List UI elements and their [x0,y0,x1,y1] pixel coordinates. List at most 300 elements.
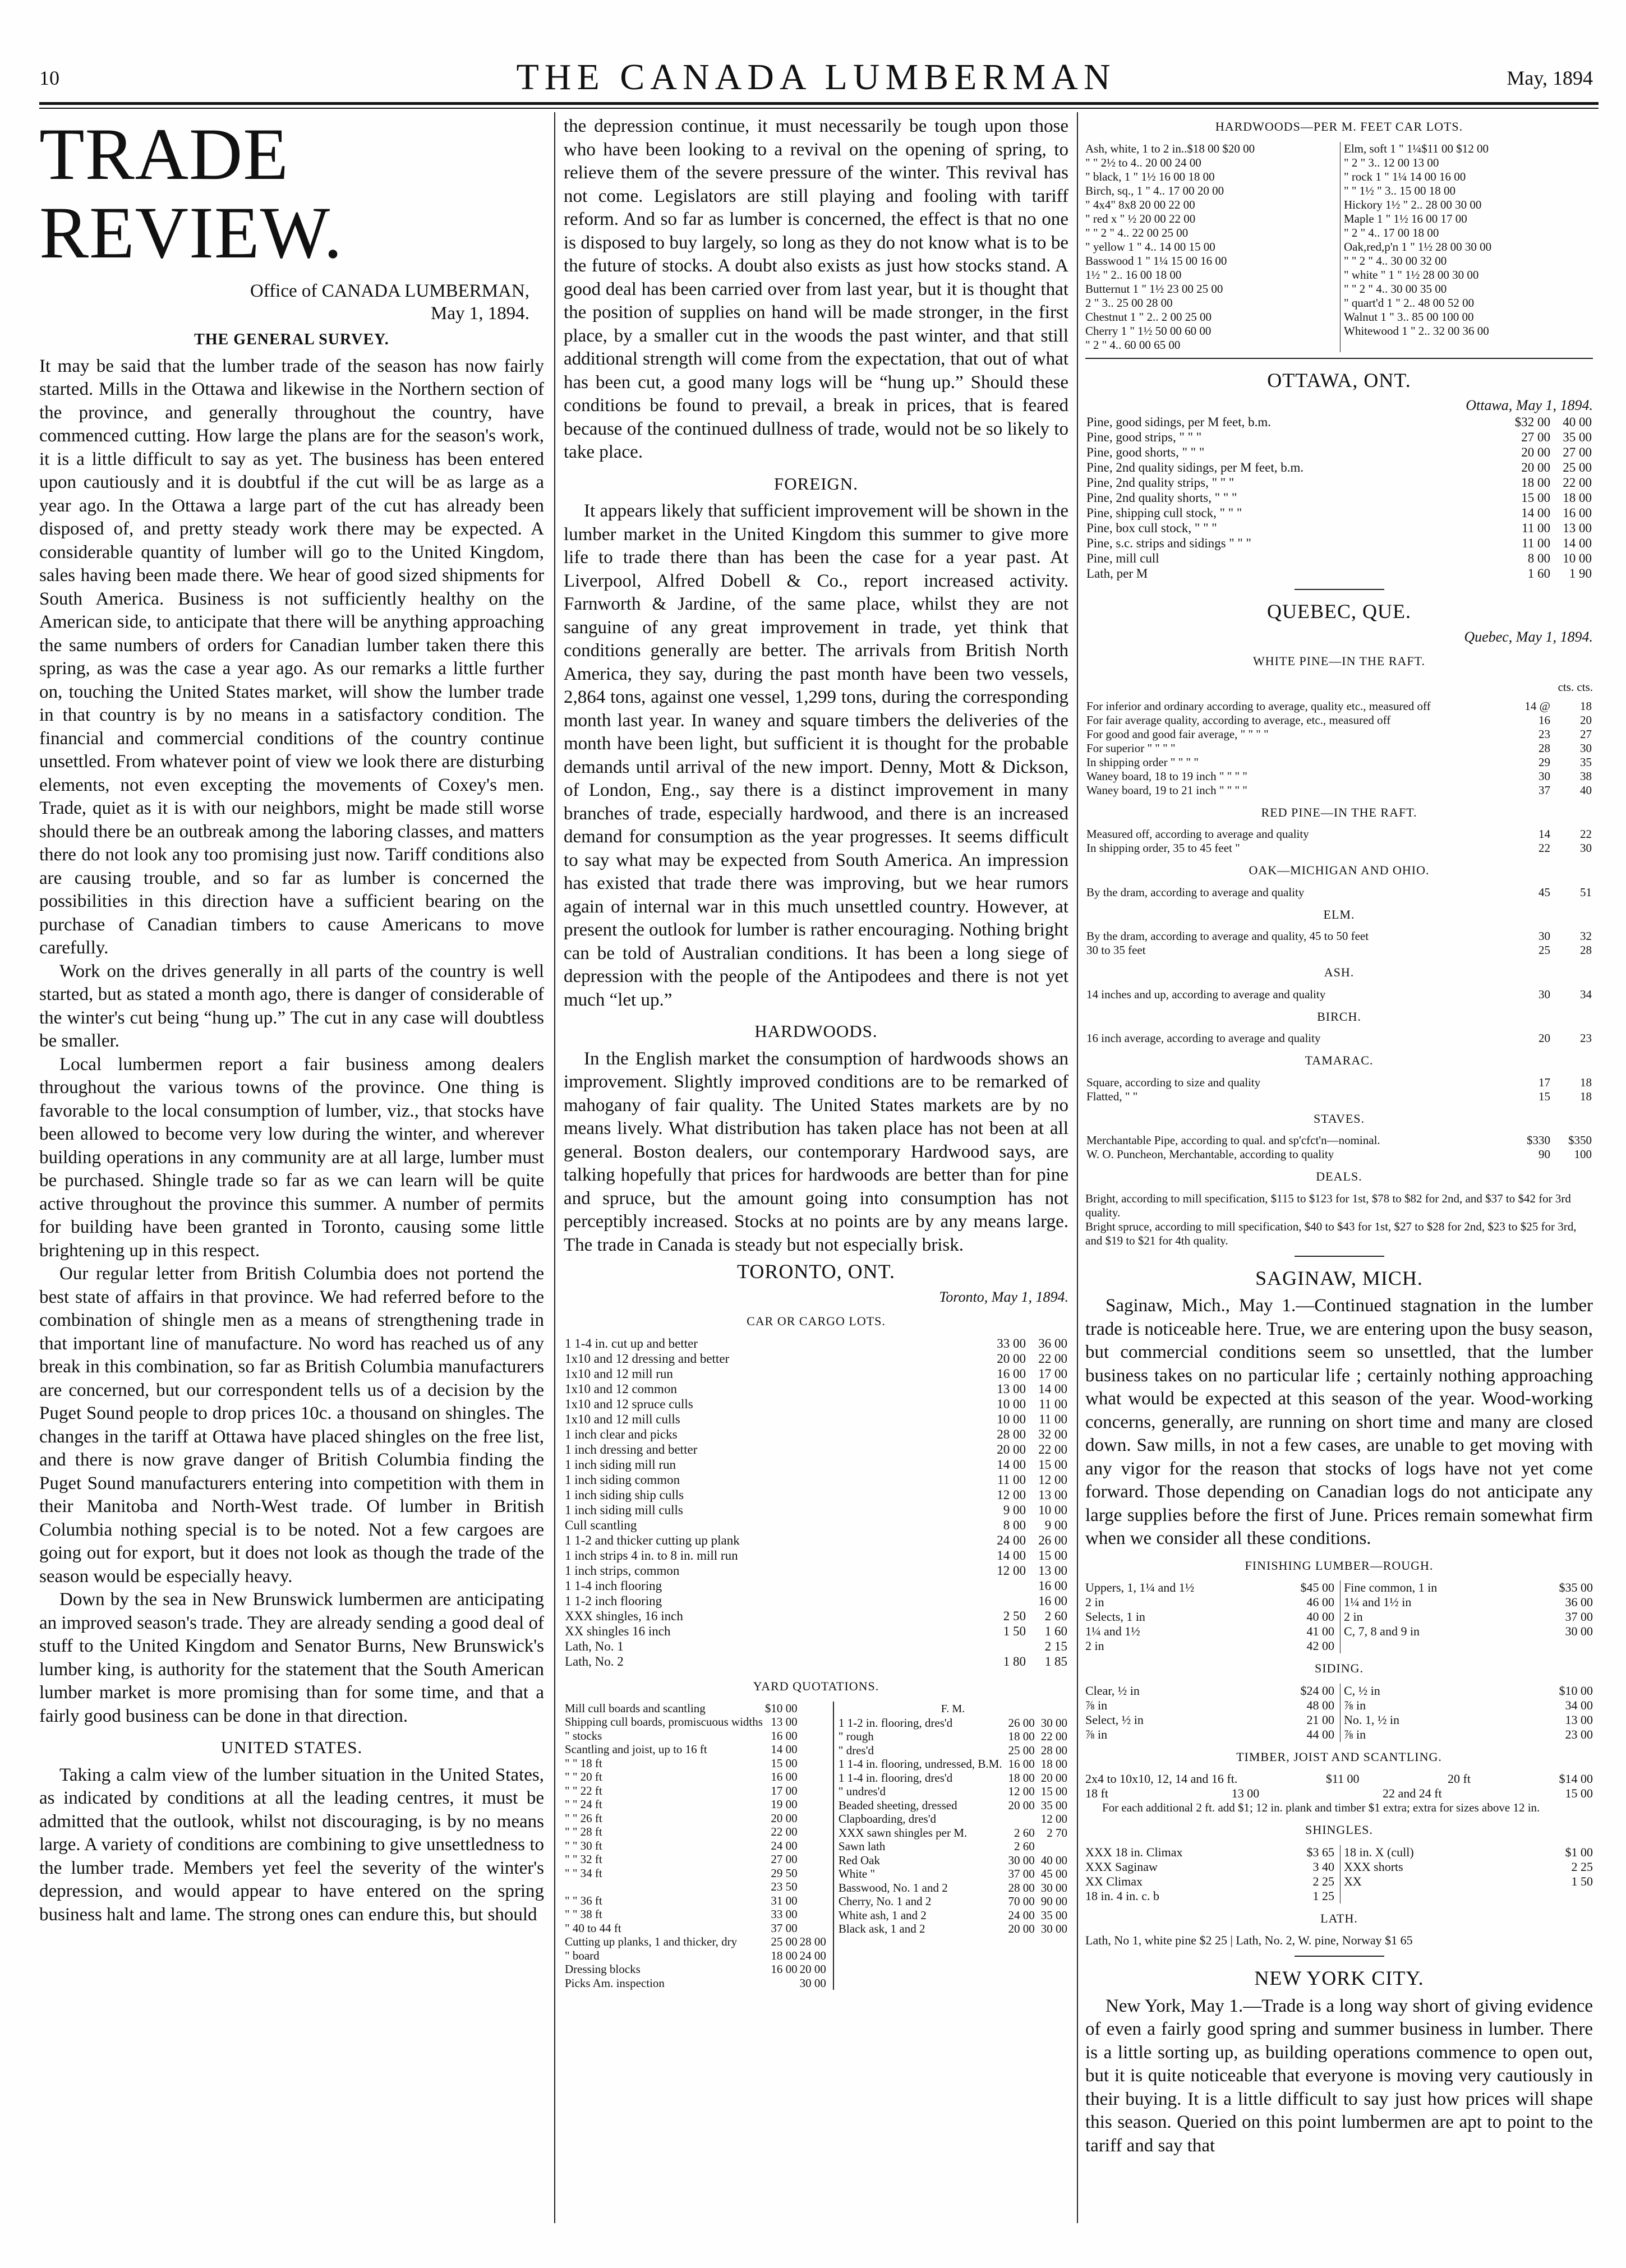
price-value: 9 00 [1044,1518,1067,1532]
ottawa-dateline: Ottawa, May 1, 1894. [1466,397,1593,413]
price-row [564,1743,827,1757]
price-value [799,1811,827,1826]
item-label: Lath, per M [1086,566,1148,580]
item-label: " " 30 ft [565,1838,602,1852]
item-label: For fair average quality, according to average, etc., measured off [1086,713,1391,727]
item-label: XXX 18 in. Climax [1085,1845,1183,1859]
item-label: XX [1344,1874,1362,1888]
item-label: Pine, shipping cull stock, " " " [1086,506,1242,520]
price-row [1085,769,1593,783]
price-value: 12 00 [1008,1785,1035,1798]
item-label: Mill cull boards and scantling [565,1701,706,1715]
item-label: Picks Am. inspection [565,1976,665,1990]
item-label: Lath, No. 1 [565,1639,624,1653]
paragraph: Down by the sea in New Brunswick lumbermen are anticipating an improved season's trade. They are already sending a good deal of stuff to the United Kingdom and Senator Burns, New Brunswick's lumber king, is authority for the statement that the South American lumber market is more promising than for some time, and that a fairly good business can be done in that direction. [39,1589,544,1726]
price-value: 34 00 [1565,1698,1593,1712]
item-label: Beaded sheeting, dressed [838,1798,957,1812]
price-value: 70 00 [1008,1894,1035,1908]
price-value: 27 00 [771,1852,798,1866]
price-value: 20 [1539,1031,1550,1045]
price-row [564,1548,1068,1563]
price-row [1085,755,1593,769]
price-row [1085,1595,1334,1610]
ottawa-price-table [1085,414,1593,581]
item-label: " " 38 ft [565,1907,602,1921]
item-label: 1¼ and 1½ in [1344,1595,1412,1609]
price-line: Whitewood 1 " 2.. 32 00 36 00 [1344,324,1489,338]
item-label: " " 32 ft [565,1852,602,1866]
price-value: $35 00 [1559,1580,1593,1594]
price-row [1085,536,1593,551]
price-value: 17 00 [771,1783,798,1797]
shingles [1085,1845,1593,1903]
price-line: Butternut 1 " 1½ 23 00 25 00 [1085,282,1223,296]
price-value: 14 00 [1038,1382,1067,1396]
hardwoods-left [1085,142,1334,352]
item-label: Select, ½ in [1085,1712,1144,1727]
price-row [564,1533,1068,1548]
item-label: 1 inch strips, common [565,1564,680,1578]
price-row [1085,1610,1334,1624]
price-row [837,1744,1068,1758]
price-value: 2 50 [1003,1609,1026,1623]
item-label: Lath, No. 2 [565,1654,624,1668]
price-value: 30 00 [799,1976,826,1990]
price-value: 2 25 [1312,1874,1334,1888]
header-rule [39,102,1599,105]
office-line-1: Office of CANADA LUMBERMAN, [250,281,529,301]
general-survey-heading: THE GENERAL SURVEY. [194,331,389,348]
timber-subheading: TIMBER, JOIST AND SCANTLING. [1236,1749,1442,1764]
price-value: 1 25 [1312,1888,1334,1903]
price-row [837,1757,1068,1771]
item-label: 1x10 and 12 common [565,1382,677,1396]
price-line: " quart'd 1 " 2.. 48 00 52 00 [1344,296,1475,310]
price-row [564,1825,827,1839]
item-label: 2 in [1085,1639,1104,1653]
price-row [837,1894,1068,1909]
timber-cell: 20 ft [1448,1772,1471,1786]
item-label: " board [565,1948,600,1962]
price-value [799,1907,827,1921]
toronto-price-table [564,1336,1068,1669]
item-label: 1¼ and 1½ [1085,1624,1140,1638]
price-value: 2 60 [1014,1840,1035,1853]
price-value [799,1729,827,1743]
item-label: By the dram, according to average and quality [1086,885,1305,899]
item-label: 1 1-4 in. flooring, undressed, B.M. [838,1757,1002,1771]
item-label: ⅞ in [1344,1698,1366,1712]
price-value: 27 00 [1563,445,1592,459]
price-value: 18 [1580,1089,1592,1103]
item-label: 1 1-4 inch flooring [565,1579,662,1593]
item-label: Black ask, 1 and 2 [838,1922,925,1935]
price-row [564,1624,1068,1639]
item-label: 30 to 35 feet [1086,943,1146,957]
price-row [564,1907,827,1921]
price-row [564,1949,827,1963]
price-value: 37 00 [1565,1610,1593,1624]
hardwoods-right [1340,142,1593,352]
item-label: In shipping order, 35 to 45 feet " [1086,841,1240,855]
price-value: 14 00 [771,1743,798,1756]
price-value: 16 00 [1008,1757,1035,1771]
price-row [564,1351,1068,1366]
finishing-subheading: FINISHING LUMBER—ROUGH. [1245,1558,1434,1573]
item-label: XX shingles 16 inch [565,1624,671,1638]
paragraph: Taking a calm view of the lumber situation in the United States, as indicated by conditions at all the leading centres, it must be admitted that the outlook, whilst not discouraging, is by no means large. A variety of conditions are combining to give unsettledness to the lumber trade. Members yet feel the severity of the winter's depression, and would appear to have entered on the spring business halt and lame. The strong ones can endure this, but should [39,1764,544,1925]
price-value: 12 00 [1038,1473,1067,1487]
price-value: 11 00 [1522,536,1550,550]
price-value: 14 @ [1524,699,1550,713]
price-value: 11 00 [997,1473,1026,1487]
price-row [1085,1860,1334,1874]
price-value: 1 90 [1569,566,1592,580]
item-label: For superior " " " " [1086,741,1176,755]
price-row [1344,1595,1593,1610]
price-value: 20 [1580,713,1592,727]
price-value: $10 00 [764,1701,798,1715]
shingles-left [1085,1845,1334,1903]
price-value: 30 00 [1040,1716,1067,1730]
price-value [799,1702,827,1716]
item-label: Waney board, 18 to 19 inch " " " " [1086,769,1247,783]
price-value [985,1639,1027,1654]
price-row [837,1812,1068,1826]
price-row [1344,1580,1593,1595]
yard-right-head: F. M. [941,1702,965,1715]
price-row [1085,1624,1334,1639]
price-value: 8 00 [1003,1518,1026,1532]
price-value: 90 00 [1040,1894,1067,1908]
siding [1085,1684,1593,1742]
item-label: ⅞ in [1085,1727,1108,1741]
price-value: 14 00 [997,1548,1026,1562]
deals-subheading: DEALS. [1316,1169,1362,1183]
yard-quotations [564,1702,1068,1990]
price-value [1003,1812,1036,1826]
lath-row: Lath, No 1, white pine $2 25 | Lath, No. 2, W. pine, Norway $1 65 [1085,1933,1413,1947]
price-row [564,1381,1068,1396]
price-value: 1 50 [1571,1874,1593,1888]
price-value: 28 00 [997,1427,1026,1441]
price-row [837,1716,1068,1730]
price-row [1085,460,1593,475]
price-value: $10 00 [1559,1683,1593,1698]
item-label: " " 28 ft [565,1825,602,1838]
item-label: " " 34 ft [565,1866,602,1880]
section-rule [1295,1256,1384,1257]
paragraph: In the English market the consumption of hardwoods shows an improvement. Slightly improved conditions are to be remarked of mahogany of fair quality. The United States markets are by no means lively. What distribution has taken place has not been at all general. Boston dealers, our contemporary Hardwood says, are talking hopefully that prices for hardwoods are better than for pine and spruce, but the amount going into consumption has not perceptibly increased. Stocks at no points are by any means large. The trade in Canada is steady but not especially brisk. [564,1048,1068,1255]
price-line: Oak,red,p'n 1 " 1½ 28 00 30 00 [1344,239,1492,253]
price-value: 28 00 [1008,1880,1035,1894]
item-label: 18 in. X (cull) [1344,1845,1414,1859]
item-label: 1 inch siding common [565,1473,680,1487]
price-value: 24 00 [1008,1908,1035,1922]
price-row [1344,1624,1593,1639]
quebec-dateline: Quebec, May 1, 1894. [1464,628,1593,645]
item-label: 1 inch siding mill culls [565,1503,683,1517]
price-row [837,1922,1068,1936]
price-value: 15 00 [1038,1458,1067,1472]
price-value: 14 [1539,827,1550,841]
item-label: 1 1-2 in. flooring, dres'd [838,1716,953,1730]
office-line [39,280,544,325]
price-value: 17 00 [1038,1367,1067,1381]
item-label: Shipping cull boards, promiscuous widths [565,1715,763,1728]
price-value: 22 00 [771,1825,798,1838]
item-label: Clear, ½ in [1085,1683,1140,1698]
price-value: 13 00 [997,1382,1026,1396]
item-label: Basswood, No. 1 and 2 [838,1880,948,1894]
price-line: Ash, white, 1 to 2 in..$18 00 $20 00 [1085,141,1255,155]
finishing-right [1340,1580,1593,1653]
price-value: 40 00 [1040,1853,1067,1867]
price-row [564,1976,827,1990]
item-label: Cutting up planks, 1 and thicker, dry [565,1935,738,1948]
price-value: 25 00 [1008,1743,1035,1757]
price-value: 13 00 [1038,1488,1067,1502]
staves-subheading: STAVES. [1313,1111,1365,1126]
item-label: Pine, s.c. strips and sidings " " " [1086,536,1251,550]
item-label: XXX shorts [1344,1859,1403,1874]
price-value: 9 00 [1003,1503,1026,1517]
price-row [837,1854,1068,1868]
price-line: " 2 " 4.. 17 00 18 00 [1344,225,1439,239]
price-value: 11 00 [1039,1397,1067,1411]
yard-left-table [564,1702,827,1990]
item-label: 1 1-4 in. cut up and better [565,1336,698,1350]
price-line: " 4x4" 8x8 20 00 22 00 [1085,197,1195,211]
price-value: 11 00 [1039,1412,1067,1426]
price-value: 30 00 [1040,1922,1067,1935]
oak-subheading: OAK—MICHIGAN AND OHIO. [1249,863,1430,877]
price-value: 18 [1580,1075,1592,1089]
price-value: 37 [1539,783,1550,797]
item-label: Merchantable Pipe, according to qual. and sp'cfct'n—nominal. [1086,1133,1380,1147]
price-row [1344,1610,1593,1624]
price-value: 27 00 [1521,430,1550,444]
price-value: 38 [1580,769,1592,783]
price-value: 32 [1580,929,1592,943]
item-label: Scantling and joist, up to 16 ft [565,1743,707,1756]
price-line: Walnut 1 " 3.. 85 00 100 00 [1344,310,1474,324]
price-value: $3 65 [1306,1845,1334,1859]
price-row [1085,827,1593,841]
price-value: 21 00 [1306,1712,1334,1727]
price-value: 24 00 [771,1838,798,1852]
price-value: 23 00 [1565,1727,1593,1741]
tamarac-subheading: TAMARAC. [1305,1053,1374,1067]
price-value: 1 80 [1003,1654,1026,1668]
quebec-heading: QUEBEC, QUE. [1267,600,1411,623]
price-row [1085,414,1593,430]
hardwoods-car-lots-heading: HARDWOODS—PER M. FEET CAR LOTS. [1215,119,1463,133]
item-label: Pine, 2nd quality sidings, per M feet, b.m. [1086,460,1304,474]
item-label: Clapboarding, dres'd [838,1812,937,1826]
price-value: 20 00 [997,1442,1026,1456]
price-value: 45 00 [1040,1867,1067,1880]
price-value [799,1757,827,1771]
price-value: 23 [1539,727,1550,741]
price-value: 2 70 [1047,1826,1067,1840]
price-row [1085,1147,1593,1161]
price-value: 18 00 [1008,1771,1035,1785]
column-1 [39,115,544,1926]
price-row [1344,1684,1593,1698]
timber-cell: 15 00 [1565,1786,1593,1800]
item-label: 1x10 and 12 spruce culls [565,1397,693,1411]
item-label: " " 20 ft [565,1770,602,1783]
price-value: 30 00 [1565,1624,1593,1638]
item-label: For inferior and ordinary according to average, quality etc., measured off [1086,699,1431,713]
price-line: " 2 " 4.. 60 00 65 00 [1085,338,1181,352]
hardwoods-car-lots [1085,142,1593,352]
price-value: 14 00 [997,1458,1026,1472]
red-pine-table [1085,827,1593,855]
column-2 [564,115,1068,1990]
price-value: 30 [1539,987,1550,1001]
item-label: For good and good fair average, " " " " [1086,727,1269,741]
tamarac-table [1085,1076,1593,1104]
price-value [799,1743,827,1757]
price-value: 20 00 [799,1962,826,1976]
price-value: 26 00 [1008,1716,1035,1730]
price-value: $1 00 [1565,1845,1593,1859]
finishing-lumber [1085,1580,1593,1653]
section-rule [1085,358,1593,359]
price-row [564,1336,1068,1351]
price-row [1085,551,1593,566]
price-value: 20 00 [1040,1771,1067,1785]
price-value: 26 00 [1038,1533,1067,1547]
price-row [564,1715,827,1729]
price-line: 1½ " 2.. 16 00 18 00 [1085,268,1182,282]
item-label: No. 1, ½ in [1344,1712,1399,1727]
column-3 [1085,115,1593,2158]
paragraph: Work on the drives generally in all parts of the country is well started, but as stated a month ago, there is danger of considerable of the winter's cut being “hung up.” The cut in any case will doubtless be smaller. [39,961,544,1051]
price-value: 16 00 [771,1770,798,1783]
price-row [1085,490,1593,505]
price-line: " " 2½ to 4.. 20 00 24 00 [1085,155,1201,169]
price-row [1344,1727,1593,1742]
price-value: 10 00 [1563,551,1592,565]
price-value: 14 00 [1563,536,1592,550]
price-row [1085,430,1593,445]
page-number: 10 [39,67,59,89]
price-row [837,1799,1068,1813]
item-label: 1 inch strips 4 in. to 8 in. mill run [565,1548,738,1562]
staves-table [1085,1133,1593,1161]
timber-rows [1085,1772,1593,1801]
price-value: 10 00 [997,1412,1026,1426]
item-label: 1 inch siding ship culls [565,1488,684,1502]
price-value: 16 00 [771,1728,798,1743]
timber-cell: $14 00 [1559,1772,1593,1786]
price-value: $350 [1568,1133,1592,1147]
paragraph: Our regular letter from British Columbia does not portend the best state of affairs in that province. We had referred before to the combination of shingle men as a means of strengthening trade in that important line of manufacture. No word has reached us of any break in this combination, so far as British Columbia manufacturers are concerned, but our correspondent tells us of a decision by the Puget Sound people to drop prices 10c. a thousand on shingles. The changes in the tariff at Ottawa have placed shingles on the free list, and there is now grave danger of British Columbia finding the Puget Sound manufacturers entering into competition with them in their Manitoba and North-West trade. Of lumber in British Columbia nothing special is to be noted. Not a few cargoes are going out for export, but it does not look as though the trade of the season would be especially heavy. [39,1264,544,1587]
price-row [837,1826,1068,1840]
price-value: 25 [1539,943,1550,957]
price-value: 30 [1539,769,1550,783]
item-label: 2 in [1085,1595,1104,1609]
price-value: 16 00 [771,1962,798,1976]
price-value: 51 [1580,885,1592,899]
timber-cell: 18 ft [1085,1786,1108,1800]
price-row [564,1457,1068,1472]
item-label: Dressing blocks [565,1962,641,1976]
price-row [564,1839,827,1853]
timber-note: For each additional 2 ft. add $1; 12 in. plank and timber $1 extra; extra for sizes above 12 in. [1102,1801,1540,1814]
united-states-heading: UNITED STATES. [220,1737,363,1757]
price-line: Chestnut 1 " 2.. 2 00 25 00 [1085,310,1212,324]
price-row [564,1935,827,1949]
toronto-heading: TORONTO, ONT. [737,1260,895,1283]
price-row [1085,505,1593,520]
price-value: 23 [1580,1031,1592,1045]
price-value: 1 60 [1527,566,1550,580]
price-value: 46 00 [1306,1595,1334,1609]
price-row [564,1366,1068,1381]
price-value: 32 00 [1038,1427,1067,1441]
item-label: Flatted, " " [1086,1089,1138,1103]
price-row [564,1894,827,1908]
item-label: 1 inch siding mill run [565,1458,676,1472]
price-value: 35 00 [1040,1798,1067,1812]
price-value: 24 00 [997,1533,1026,1547]
price-value: 16 00 [1038,1594,1067,1608]
timber-cell: $11 00 [1325,1772,1360,1786]
item-label: 1x10 and 12 mill culls [565,1412,680,1426]
price-row [837,1867,1068,1881]
price-row [1085,727,1593,741]
price-row [1085,475,1593,490]
lath-subheading: LATH. [1320,1911,1358,1925]
paragraph: It appears likely that sufficient improvement will be shown in the lumber market in the United Kingdom this summer to give more life to trade there than has been the case for a year past. At Liverpool, Alfred Dobell & Co., report increased activity. Farnworth & Jardine, of the same place, whilst they are not sanguine of any great improvement in trade, yet think that conditions generally are better. The arrivals from British North America, they say, during the past month have been two vessels, 2,864 tons, against one vessel, 1,299 tons, during the corresponding month last year. In waney and square timbers the deliveries of the month have been light, but sufficient it is thought for the probable demands until arrival of the new import. Denny, Mott & Dickson, of London, Eng., say there is a distinct improvement in many branches of trade, especially hardwood, and there is an increased demand for consumption as the year progresses. It seems difficult to say what may be expected from South America. An impression has existed that trade there was improving, but we hear rumors again of internal war in this much unsettled country. However, at present the outlook for lumber is rather encouraging. Nothing bright can be told of Australian conditions. It has been a long siege of depression with the people of the Antipodees and there is not yet much “let up.” [564,501,1068,1010]
price-row [564,1797,827,1811]
siding-right [1340,1684,1593,1742]
price-line [1344,338,1593,352]
price-value [799,1839,827,1853]
price-row [1085,783,1593,798]
deals-text [1085,1192,1593,1248]
item-label: XXX Saginaw [1085,1859,1158,1874]
price-value: $330 [1527,1133,1550,1147]
item-label: Pine, 2nd quality strips, " " " [1086,476,1235,490]
item-label: ⅞ in [1085,1698,1108,1712]
price-value: 11 00 [1522,521,1550,535]
price-value: 100 [1574,1147,1592,1161]
elm-table [1085,929,1593,957]
price-row [1085,1031,1593,1045]
quebec-cts: cts. cts. [1558,680,1593,694]
price-row [1085,1090,1593,1104]
price-row [1085,929,1593,943]
elm-subheading: ELM. [1323,907,1355,921]
foreign-heading: FOREIGN. [773,473,859,494]
price-row [564,1518,1068,1533]
price-value [799,1852,827,1866]
price-value: $24 00 [1300,1683,1334,1698]
shingles-right [1340,1845,1593,1903]
price-row [1085,1845,1334,1860]
price-value [985,1593,1027,1608]
deals-spruce: Bright spruce, according to mill specification, $40 to $43 for 1st, $27 to $28 for 2nd, $23 to $25 for 3rd, and $19 to $21 for 4th quality. [1085,1219,1577,1247]
price-row [564,1654,1068,1669]
price-value: 24 00 [799,1948,826,1962]
price-value [799,1797,827,1811]
birch-subheading: BIRCH. [1317,1009,1361,1024]
